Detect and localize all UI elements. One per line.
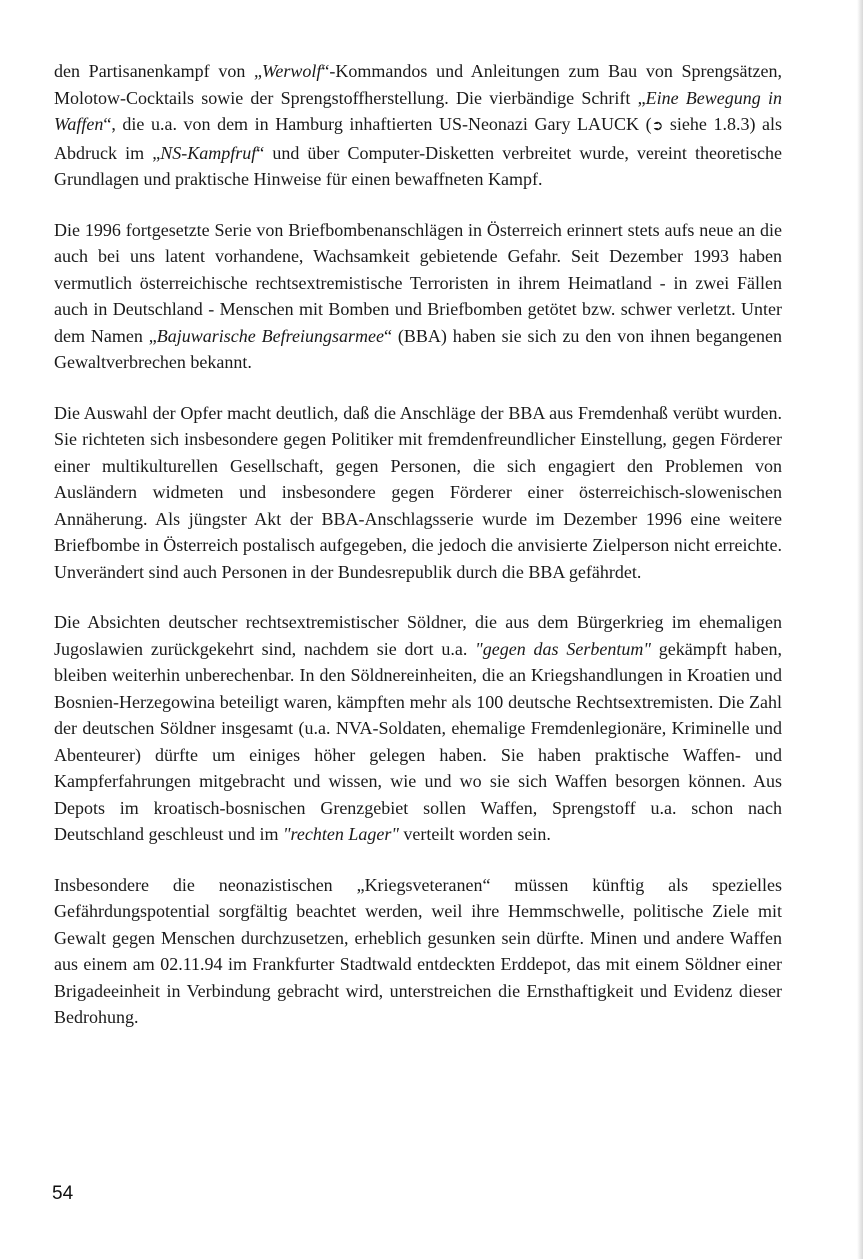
text-run: siehe 1.8.3) als Abdruck im „ (54, 114, 782, 163)
text-run: verteilt worden sein. (398, 824, 551, 844)
paragraph-briefbomben-oesterreich (54, 217, 782, 376)
text-run: Die 1996 fortgesetzte Serie von Briefbombenanschlägen in Österreich erinnert stets aufs neue an die auch bei uns latent vorhandene, Wachsamkeit gebietende Gefahr. Seit Dezember 1993 haben vermutlich österreichische rechtsextremistische Terroristen in ihrem Heimatland - in zwei Fällen auch in Deutschland - Menschen mit Bomben und Briefbomben getötet bzw. schwer verletzt. Unter dem Namen „ (54, 219, 782, 346)
text-run: “-Kommandos und Anleitungen zum Bau von Sprengsätzen, Molotow-Cocktails sowie der Sprengstoffherstellung. Die vierbändige Schrift „ (54, 61, 782, 108)
page-edge-shadow (857, 0, 863, 1259)
text-run: “ (BBA) haben sie sich zu den von ihnen begangenen Gewaltverbrechen bekannt. (54, 325, 782, 372)
italic-emphasis: NS-Kampfruf (160, 142, 257, 163)
paragraph-soeldner-jugoslawien (54, 609, 782, 848)
text-run: den Partisanenkampf von „ (54, 61, 263, 81)
italic-emphasis: Bajuwarische Befreiungsarmee (156, 325, 384, 346)
page-body (54, 58, 782, 1055)
paragraph-auswahl-der-opfer (54, 400, 782, 586)
italic-emphasis: "rechten Lager" (282, 824, 399, 844)
italic-emphasis: Eine Bewegung in Waffen (54, 87, 783, 134)
text-run: Insbesondere die neonazistischen „Kriegsveteranen“ müssen künftig als spezielles Gefährdungspotential sorgfältig beachtet werden, weil ihre Hemmschwelle, politische Ziele mit Gewalt gegen Menschen durchzusetzen, erheblich gesunken sein dürfte. Minen und andere Waffen aus einem am 02.11.94 im Frankfurter Stadtwald entdeckten Erddepot, das mit einem Söldner einer Brigadeeinheit in Verbindung gebracht wird, unterstreichen die Ernsthaftigkeit und Evidenz dieser Bedrohung. (54, 874, 782, 1027)
text-run: Die Absichten deutscher rechtsextremistischer Söldner, die aus dem Bürgerkrieg im ehemaligen Jugoslawien zurückgekehrt sind, nachdem sie dort u.a. (54, 612, 782, 659)
text-run: gekämpft haben, bleiben weiterhin unberechenbar. In den Söldnereinheiten, die an Kriegshandlungen in Kroatien und Bosnien-Herzegowina beteiligt waren, kämpften mehr als 100 deutsche Rechtsextremisten. Die Zahl der deutschen Söldner insgesamt (u.a. NVA-Soldaten, ehemalige Fremdenlegionäre, Kriminelle und Abenteurer) dürfte um einiges höher gelegen haben. Sie haben praktische Waffen- und Kampferfahrungen mitgebracht und wissen, wie und wo sie sich Waffen besorgen können. Aus Depots im kroatisch-bosnischen Grenzgebiet sollen Waffen, Sprengstoff u.a. schon nach Deutschland geschleust und im (54, 638, 783, 844)
text-run: Die Auswahl der Opfer macht deutlich, daß die Anschläge der BBA aus Fremdenhaß verübt wurden. Sie richteten sich insbesondere gegen Politiker mit fremdenfreundlicher Einstellung, gegen Förderer einer multikulturellen Gesellschaft, gegen Personen, die sich engagiert den Problemen von Ausländern widmeten und insbesondere gegen Förderer einer österreichisch-slowenischen Annäherung. Als jüngster Akt der BBA-Anschlagsserie wurde im Dezember 1996 eine weitere Briefbombe in Österreich postalisch aufgegeben, die jedoch die anvisierte Zielperson nicht erreichte. Unverändert sind auch Personen in der Bundesrepublik durch die BBA gefährdet. (54, 402, 782, 582)
arrow-reference-icon: ➲ (651, 118, 664, 134)
text-run: “ und über Computer-Disketten verbreitet wurde, vereint theoretische Grundlagen und praktische Hinweise für einen bewaffneten Kampf. (54, 142, 782, 189)
paragraph-werwolf-kommandos (54, 58, 782, 193)
paragraph-kriegsveteranen (54, 872, 782, 1031)
italic-emphasis: "gegen das Serbentum" (475, 638, 651, 659)
text-run: “, die u.a. von dem in Hamburg inhaftierten US-Neonazi Gary LAUCK ( (103, 114, 652, 134)
page-number: 54 (52, 1183, 74, 1204)
italic-emphasis: Werwolf (262, 61, 322, 81)
